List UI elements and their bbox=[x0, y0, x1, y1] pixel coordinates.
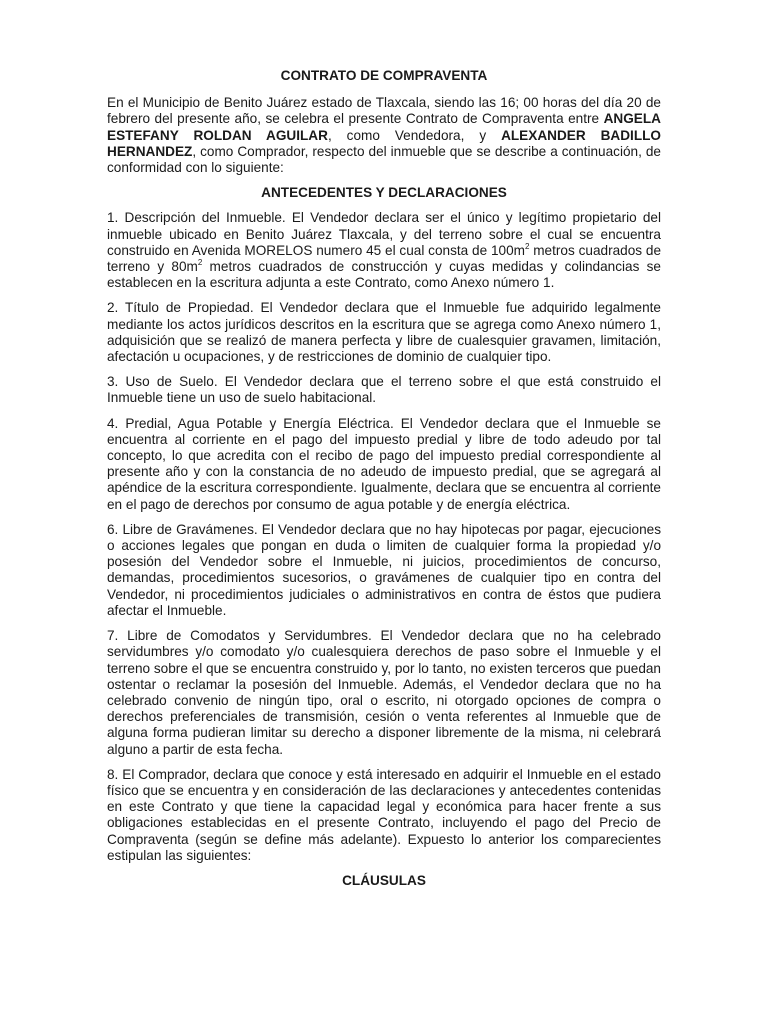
clause-1-text-3: metros cuadrados de construcción y cuyas medidas y colindancias se establecen en la escritura adjunta a este Contrato, como Anexo número 1. bbox=[107, 259, 661, 291]
clause-3: 3. Uso de Suelo. El Vendedor declara que el terreno sobre el que está construido el Inmueble tiene un uso de suelo habitacional. bbox=[107, 374, 661, 406]
intro-text-2: , como Vendedora, y bbox=[327, 127, 502, 143]
document-title: CONTRATO DE COMPRAVENTA bbox=[280, 68, 488, 83]
clause-1-text-1: 1. Descripción del Inmueble. El Vendedor declara ser el único y legítimo propietario del inmueble ubicado en Benito Juárez Tlaxcala, y del terreno sobre el cual se encuentra construido en Avenida MORELOS numero 45 el cual consta de 100m bbox=[107, 210, 661, 258]
intro-text-3: , como Comprador, respecto del inmueble que se describe a continuación, de conformidad con lo siguiente: bbox=[107, 143, 661, 176]
intro-text-1: En el Municipio de Benito Juárez estado de Tlaxcala, siendo las 16; 00 horas del día 20 de febrero del presente año, se celebra el presente Contrato de Compraventa entre bbox=[107, 95, 661, 127]
clause-6: 6. Libre de Gravámenes. El Vendedor declara que no hay hipotecas por pagar, ejecuciones o acciones legales que pongan en duda o limiten de cualquier forma la propiedad y/o posesión del Vendedor sobre el Inmueble, ni juicios, procedimientos de concurso, demandas, procedimientos sucesorios, o gravámenes de cualquier tipo en contra del Vendedor, ni procedimientos judiciales o administrativos en contra de éstos que pudiera afectar el Inmueble. bbox=[107, 521, 661, 618]
section-title-antecedentes: ANTECEDENTES Y DECLARACIONES bbox=[261, 185, 507, 201]
clause-1-sup-1: 2 bbox=[524, 241, 530, 251]
clause-1-sup-2: 2 bbox=[197, 258, 203, 268]
clause-8: 8. El Comprador, declara que conoce y está interesado en adquirir el Inmueble en el estado físico que se encuentra y en consideración de las declaraciones y antecedentes contenidas en este Contrato y que tiene la capacidad legal y económica para hacer frente a sus obligaciones establecidas en el presente Contrato, incluyendo el pago del Precio de Compraventa (según se define más adelante). Expuesto lo anterior los comparecientes estipulan las siguientes: bbox=[107, 766, 661, 863]
clause-1-text-2: metros cuadrados de terreno y 80m bbox=[107, 242, 661, 275]
buyer-name: ALEXANDER BADILLO HERNANDEZ bbox=[107, 127, 661, 159]
intro-paragraph bbox=[107, 95, 661, 176]
clause-7: 7. Libre de Comodatos y Servidumbres. El Vendedor declara que no ha celebrado servidumbres y/o comodato y/o cualesquiera derechos de paso sobre el Inmueble y el terreno sobre el que se encuentra construido y, por lo tanto, no existen terceros que puedan ostentar o reclamar la posesión del Inmueble. Además, el Vendedor declara que no ha celebrado convenio de ningún tipo, oral o escrito, ni otorgado opciones de compra o derechos preferenciales de transmisión, cesión o venta referentes al Inmueble que de alguna forma pudieran limitar su derecho a disponer libremente de la misma, ni celebrará alguno a partir de esta fecha. bbox=[107, 628, 661, 757]
document-page bbox=[107, 68, 661, 898]
clause-2: 2. Título de Propiedad. El Vendedor declara que el Inmueble fue adquirido legalmente mediante los actos jurídicos descritos en la escritura que se agrega como Anexo número 1, adquisición que se realizó de manera perfecta y libre de cualesquier gravamen, limitación, afectación u ocupaciones, y de restricciones de dominio de cualquier tipo. bbox=[107, 300, 661, 365]
clause-1 bbox=[107, 210, 661, 291]
clause-4: 4. Predial, Agua Potable y Energía Eléctrica. El Vendedor declara que el Inmueble se encuentra al corriente en el pago del impuesto predial y libre de todo adeudo por tal concepto, lo que acredita con el recibo de pago del impuesto predial correspondiente al presente año y con la constancia de no adeudo de impuesto predial, que se agregará al apéndice de la escritura correspondiente. Igualmente, declara que se encuentra al corriente en el pago de derechos por consumo de agua potable y de energía eléctrica. bbox=[107, 415, 661, 512]
section-title-clausulas: CLÁUSULAS bbox=[342, 872, 426, 888]
seller-name: ANGELA ESTEFANY ROLDAN AGUILAR bbox=[107, 111, 661, 143]
